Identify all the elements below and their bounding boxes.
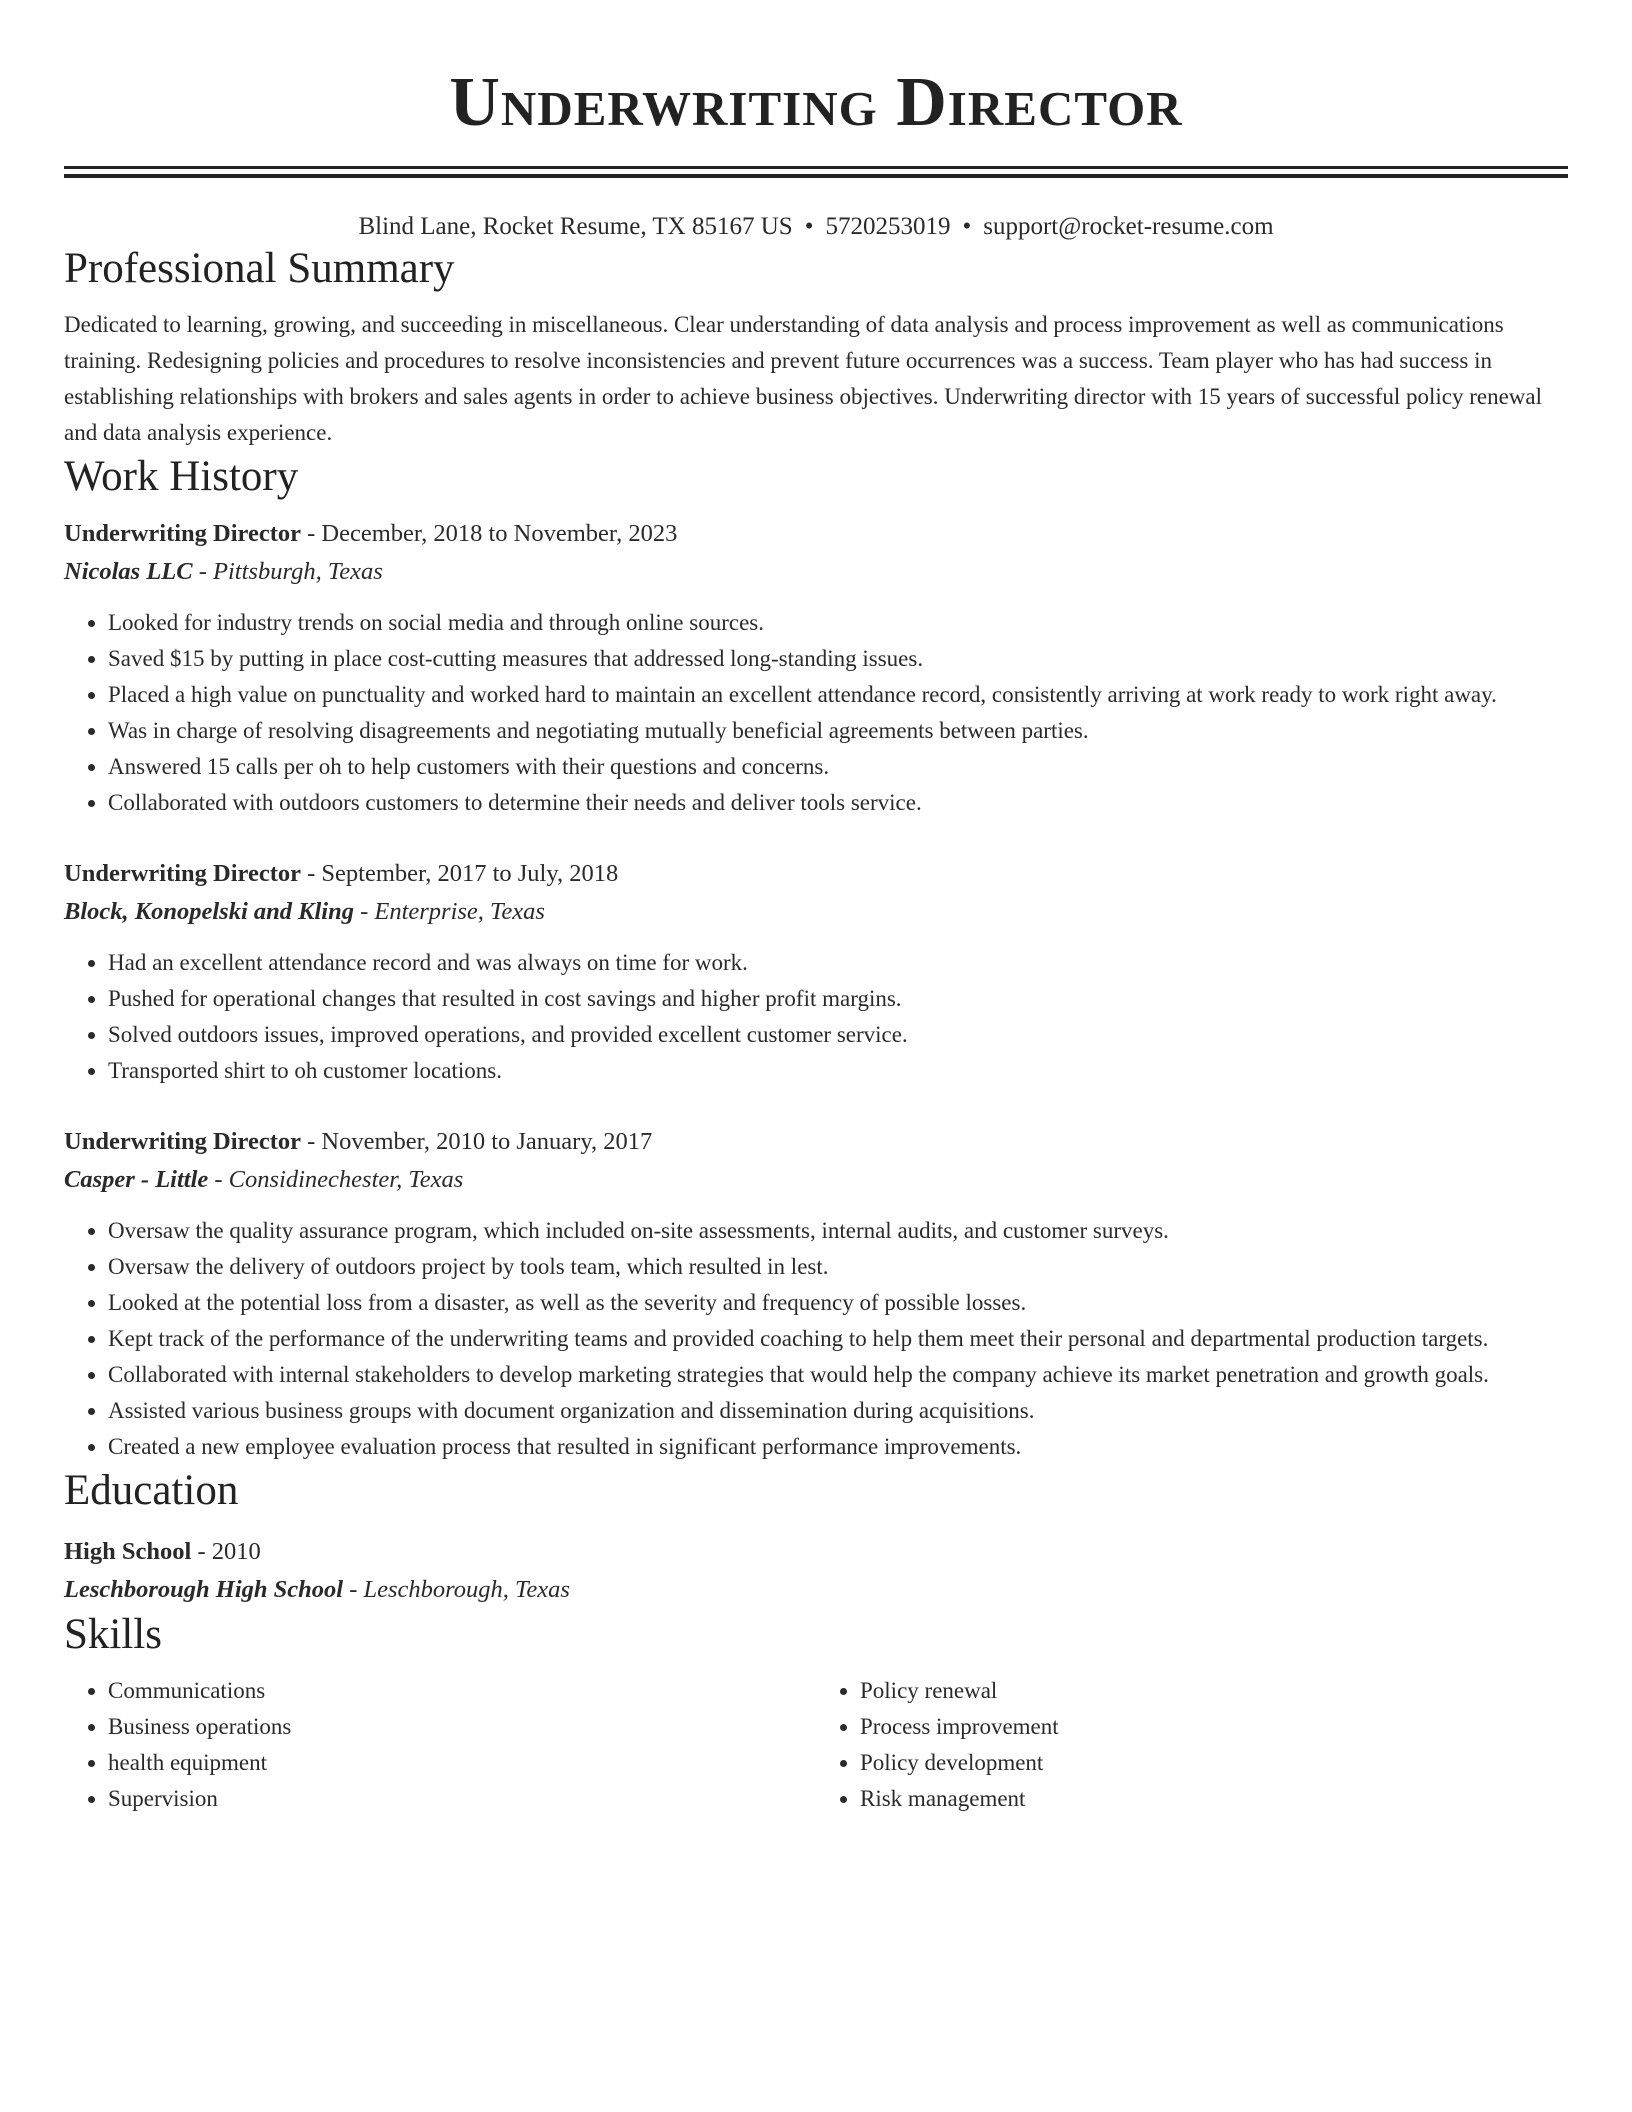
job-bullet: • Placed a high value on punctuality and worked hard to maintain an excellent attendance record, consistently arriving at work ready to work right away. [108, 677, 1568, 713]
job-bullets [64, 605, 1568, 821]
job-bullet: • Pushed for operational changes that resulted in cost savings and higher profit margins. [108, 981, 1568, 1017]
job-bullet: • Oversaw the delivery of outdoors project by tools team, which resulted in lest. [108, 1249, 1568, 1285]
job-bullet: • Kept track of the performance of the underwriting teams and provided coaching to help them meet their personal and departmental production targets. [108, 1321, 1568, 1357]
company-location: - Enterprise, Texas [353, 898, 545, 925]
job-bullet: • Collaborated with outdoors customers to determine their needs and deliver tools service. [108, 785, 1568, 821]
company-line [64, 893, 1568, 931]
contact-line [64, 211, 1568, 243]
job-title-line [64, 515, 1568, 553]
contact-address: Blind Lane, Rocket Resume, TX 85167 US [358, 213, 793, 240]
contact-email: support@rocket-resume.com [983, 213, 1274, 240]
skill-item: • Risk management [860, 1781, 1568, 1817]
education-entry [64, 1533, 1568, 1609]
degree-line [64, 1533, 1568, 1571]
contact-phone: 5720253019 [825, 213, 951, 240]
school-name: Leschborough High School [64, 1576, 344, 1603]
company-location: - Considinechester, Texas [208, 1166, 464, 1193]
job-bullet: • Answered 15 calls per oh to help customers with their questions and concerns. [108, 749, 1568, 785]
school-location: - Leschborough, Texas [343, 1576, 570, 1603]
job-entry [64, 855, 1568, 1089]
education-heading: Education [64, 1467, 239, 1514]
skill-item: • Policy development [860, 1745, 1568, 1781]
job-bullet: • Oversaw the quality assurance program, which included on-site assessments, internal audits, and customer surveys. [108, 1213, 1568, 1249]
summary-text: Dedicated to learning, growing, and succeeding in miscellaneous. Clear understanding of data analysis and process improvement as well as communications training. Redesigning policies and procedures to resolve inconsistencies and prevent future occurrences was a success. Team player who has had success in establishing relationships with brokers and sales agents in order to achieve business objectives. Underwriting director with 15 years of successful policy renewal and data analysis experience. [64, 312, 1542, 445]
job-entry [64, 1123, 1568, 1465]
skills-heading: Skills [64, 1611, 162, 1658]
skills-column-right [816, 1673, 1568, 1817]
company-location: - Pittsburgh, Texas [192, 558, 383, 585]
job-title-line [64, 855, 1568, 893]
school-line [64, 1571, 1568, 1609]
job-bullet: • Created a new employee evaluation process that resulted in significant performance improvements. [108, 1429, 1568, 1465]
company-line [64, 1161, 1568, 1199]
company-name: Block, Konopelski and Kling [64, 898, 354, 925]
job-entry [64, 515, 1568, 821]
skills-column-left [64, 1673, 816, 1817]
job-bullet: • Collaborated with internal stakeholders to develop marketing strategies that would help the company achieve its market penetration and growth goals. [108, 1357, 1568, 1393]
job-bullet: • Transported shirt to oh customer locations. [108, 1053, 1568, 1089]
job-bullets [64, 945, 1568, 1089]
skills-list [64, 1673, 1568, 1817]
degree: High School [64, 1538, 192, 1565]
job-bullet: • Saved $15 by putting in place cost-cutting measures that addressed long-standing issues. [108, 641, 1568, 677]
graduation-year: - 2010 [191, 1538, 261, 1565]
skill-item: • Communications [108, 1673, 816, 1709]
job-bullet: • Looked for industry trends on social media and through online sources. [108, 605, 1568, 641]
job-title-line [64, 1123, 1568, 1161]
job-bullet: • Assisted various business groups with document organization and dissemination during acquisitions. [108, 1393, 1568, 1429]
job-title: Underwriting Director [64, 520, 301, 547]
job-bullet: • Solved outdoors issues, improved operations, and provided excellent customer service. [108, 1017, 1568, 1053]
company-name: Casper - Little [64, 1166, 209, 1193]
job-title: Underwriting Director [64, 860, 301, 887]
work-history-heading: Work History [64, 453, 299, 500]
skill-item: • Business operations [108, 1709, 816, 1745]
contact-separator: • [804, 213, 814, 240]
title-divider [64, 166, 1568, 178]
job-bullet: • Had an excellent attendance record and was always on time for work. [108, 945, 1568, 981]
skill-item: • health equipment [108, 1745, 816, 1781]
skill-item: • Supervision [108, 1781, 816, 1817]
job-dates: - September, 2017 to July, 2018 [301, 860, 619, 887]
job-dates: - December, 2018 to November, 2023 [301, 520, 678, 547]
company-name: Nicolas LLC [64, 558, 193, 585]
job-title: Underwriting Director [64, 1128, 301, 1155]
page-title: Underwriting Director [449, 64, 1183, 141]
job-bullets [64, 1213, 1568, 1465]
job-bullet: • Was in charge of resolving disagreements and negotiating mutually beneficial agreements between parties. [108, 713, 1568, 749]
contact-separator: • [962, 213, 972, 240]
skill-item: • Policy renewal [860, 1673, 1568, 1709]
company-line [64, 553, 1568, 591]
job-bullet: • Looked at the potential loss from a disaster, as well as the severity and frequency of possible losses. [108, 1285, 1568, 1321]
summary-heading: Professional Summary [64, 245, 455, 292]
job-dates: - November, 2010 to January, 2017 [301, 1128, 653, 1155]
skill-item: • Process improvement [860, 1709, 1568, 1745]
